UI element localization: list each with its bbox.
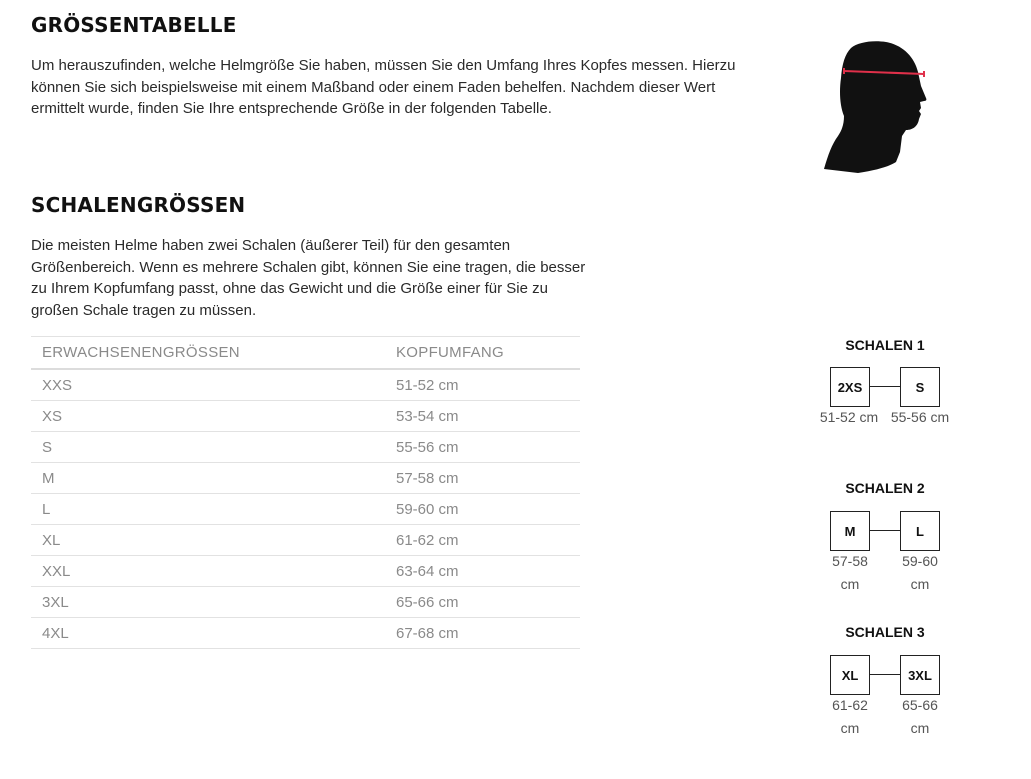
shell-connector — [870, 674, 900, 675]
circumference-cell: 61-62 cm — [385, 525, 580, 556]
shell-title: SCHALEN 3 — [845, 624, 925, 640]
table-row — [31, 618, 580, 649]
size-cell: 3XL — [31, 587, 385, 618]
table-row — [31, 463, 580, 494]
size-cell: XL — [31, 525, 385, 556]
shell-range-label: 57-58 cm — [832, 553, 868, 592]
circumference-cell: 65-66 cm — [385, 587, 580, 618]
size-table-title: GRÖSSENTABELLE — [31, 13, 237, 37]
shell-range-label: 61-62 cm — [832, 697, 868, 736]
circumference-cell: 63-64 cm — [385, 556, 580, 587]
size-table-description: Um herauszufinden, welche Helmgröße Sie haben, müssen Sie den Umfang Ihres Kopfes messen. Hierzu können Sie sich beispielsweise mit einem Maßband oder einem Faden behelfen. Nachdem dieser Wert ermittelt wurde, finden Sie Ihre entsprechende Größe in der folgenden Tabelle. — [31, 57, 736, 117]
column-header-adult-sizes: ERWACHSENENGRÖSSEN — [31, 337, 385, 370]
shell-size-box: L — [900, 511, 940, 551]
size-cell: XXS — [31, 369, 385, 401]
shell-sizes-title: SCHALENGRÖSSEN — [31, 193, 246, 217]
shell-connector — [870, 530, 900, 531]
circumference-cell: 53-54 cm — [385, 401, 580, 432]
table-row — [31, 401, 580, 432]
size-cell: L — [31, 494, 385, 525]
shell-title: SCHALEN 1 — [845, 337, 925, 353]
shell-size-box: 2XS — [830, 367, 870, 407]
size-cell: M — [31, 463, 385, 494]
table-row — [31, 494, 580, 525]
shell-size-box: 3XL — [900, 655, 940, 695]
size-cell: S — [31, 432, 385, 463]
shell-size-box: M — [830, 511, 870, 551]
table-row — [31, 525, 580, 556]
circumference-cell: 59-60 cm — [385, 494, 580, 525]
shell-range-label: 55-56 cm — [890, 409, 950, 425]
size-cell: XS — [31, 401, 385, 432]
shell-sizes-description: Die meisten Helme haben zwei Schalen (äußerer Teil) für den gesamten Größenbereich. Wenn es mehrere Schalen gibt, können Sie eine tragen, die besser zu Ihrem Kopfumfang passt, ohne das Gewicht und die Größe einer für Sie zu großen Schale tragen zu müssen. — [31, 237, 586, 319]
circumference-cell: 67-68 cm — [385, 618, 580, 649]
shell-connector — [870, 386, 900, 387]
table-row — [31, 556, 580, 587]
size-cell: XXL — [31, 556, 385, 587]
table-row — [31, 432, 580, 463]
head-measure-icon — [818, 40, 930, 176]
shell-size-box: S — [900, 367, 940, 407]
shell-range-label: 65-66 cm — [902, 697, 938, 736]
table-row — [31, 587, 580, 618]
shell-size-box: XL — [830, 655, 870, 695]
size-cell: 4XL — [31, 618, 385, 649]
shell-title: SCHALEN 2 — [845, 480, 925, 496]
circumference-cell: 51-52 cm — [385, 369, 580, 401]
circumference-cell: 55-56 cm — [385, 432, 580, 463]
shell-range-label: 51-52 cm — [819, 409, 879, 425]
size-table — [31, 336, 580, 649]
circumference-cell: 57-58 cm — [385, 463, 580, 494]
table-header-row — [31, 337, 580, 370]
shell-range-label: 59-60 cm — [902, 553, 938, 592]
column-header-head-circumference: KOPFUMFANG — [385, 337, 580, 370]
table-row — [31, 369, 580, 401]
